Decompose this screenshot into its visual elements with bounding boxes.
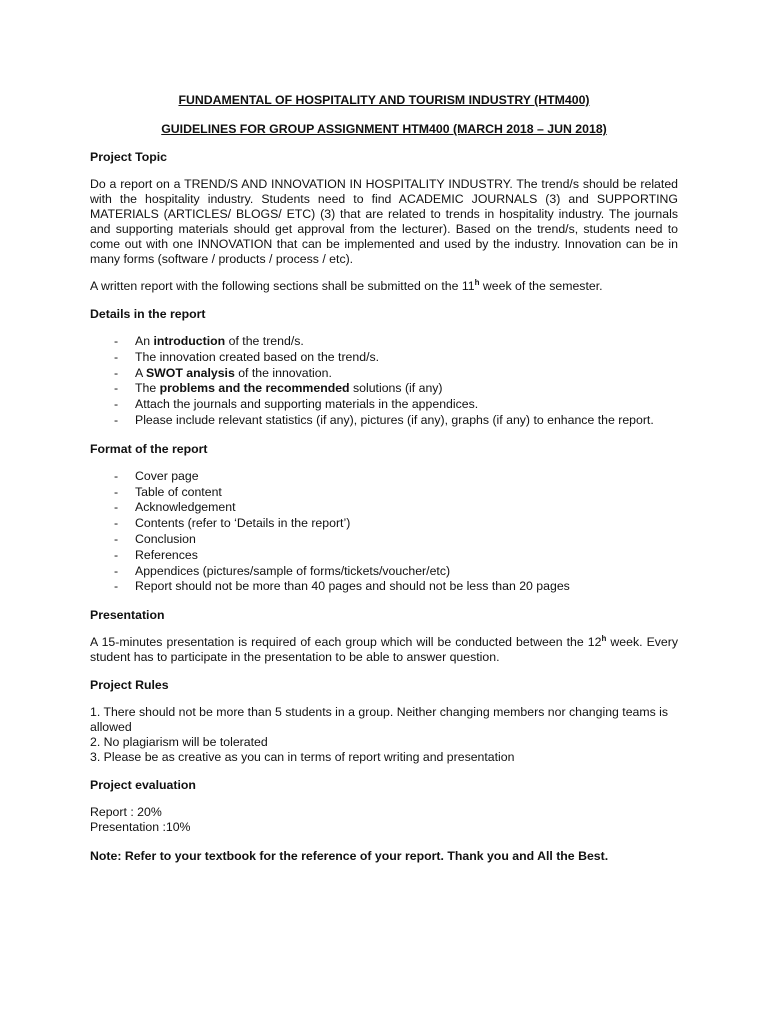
- presentation-text-end: week. Every student has to participate in the presentation to be able to answer question.: [90, 635, 679, 665]
- details-item: [90, 334, 678, 350]
- submission-superscript: h: [474, 278, 480, 287]
- details-item: [90, 397, 678, 413]
- details-item-text: A: [135, 365, 146, 380]
- evaluation-heading: Project evaluation: [90, 778, 196, 793]
- submission-text-end: week of the semester.: [479, 279, 603, 293]
- project-topic-body: Do a report on a TREND/S AND INNOVATION IN HOSPITALITY INDUSTRY. The trend/s should be related with the hospitality industry. Students need to find ACADEMIC JOURNALS (3) and SUPPORTING MATERIALS (ARTICLES/ BLOGS/ ETC) (3) that are related to trends in hospitality industry. The journals and supporting materials should get approval from the lecturer). Based on the trend/s, students need to come out with one INNOVATION that can be implemented and used by the industry. Innovation can be in many forms (software / products / process / etc).: [90, 177, 678, 266]
- format-item: - Report should not be more than 40 pages and should not be less than 20 pages: [90, 579, 678, 595]
- details-item-text: An: [135, 334, 154, 348]
- rule-item: 3. Please be as creative as you can in terms of report writing and presentation: [90, 750, 515, 765]
- submission-paragraph: [90, 279, 678, 294]
- details-item-bold: SWOT analysis: [145, 365, 235, 380]
- document-title: FUNDAMENTAL OF HOSPITALITY AND TOURISM INDUSTRY (HTM400): [178, 93, 590, 107]
- details-item: [90, 413, 678, 429]
- details-item-bold: problems and the recommended: [159, 381, 350, 396]
- details-item: [90, 366, 678, 382]
- format-item: - References: [90, 548, 678, 564]
- rules-heading: Project Rules: [90, 678, 169, 693]
- format-heading: Format of the report: [90, 441, 208, 456]
- format-item: - Conclusion: [90, 532, 678, 548]
- details-item-text: Please include relevant statistics (if any), pictures (if any), graphs (if any) to enhance the report.: [135, 412, 654, 427]
- rule-item: 1. There should not be more than 5 students in a group. Neither changing members nor changing teams is allowed: [90, 705, 669, 735]
- evaluation-block: [90, 805, 678, 835]
- project-topic-heading: Project Topic: [90, 150, 167, 164]
- details-item-text: The innovation created based on the trend/s.: [135, 349, 380, 364]
- format-item: - Contents (refer to ‘Details in the report’): [90, 516, 678, 532]
- evaluation-presentation: Presentation :10%: [90, 820, 191, 835]
- closing-note: Note: Refer to your textbook for the reference of your report. Thank you and All the Best.: [90, 849, 609, 864]
- format-item: - Acknowledgement: [90, 500, 678, 516]
- format-item: - Cover page: [90, 469, 678, 485]
- details-item-text: The: [135, 381, 160, 396]
- format-item: - Table of content: [90, 485, 678, 501]
- details-item-text: of the trend/s.: [225, 334, 304, 348]
- details-heading: Details in the report: [90, 307, 206, 321]
- presentation-paragraph: [90, 635, 678, 665]
- presentation-superscript: h: [601, 634, 607, 644]
- evaluation-report: Report : 20%: [90, 805, 162, 820]
- details-list: [90, 334, 678, 429]
- details-item-text: Attach the journals and supporting materials in the appendices.: [135, 397, 479, 412]
- presentation-heading: Presentation: [90, 608, 165, 623]
- details-item: [90, 350, 678, 366]
- details-item: [90, 381, 678, 397]
- details-item-bold: introduction: [153, 334, 226, 348]
- format-list: [90, 469, 678, 595]
- details-item-text: of the innovation.: [234, 365, 332, 380]
- rules-block: [90, 705, 678, 765]
- presentation-text-start: A 15-minutes presentation is required of each group which will be conducted between the 12: [90, 635, 602, 650]
- document-subtitle: GUIDELINES FOR GROUP ASSIGNMENT HTM400 (MARCH 2018 – JUN 2018): [161, 122, 607, 136]
- submission-text-start: A written report with the following sections shall be submitted on the 11: [90, 279, 475, 293]
- rule-item: 2. No plagiarism will be tolerated: [90, 735, 268, 750]
- format-item: - Appendices (pictures/sample of forms/tickets/voucher/etc): [90, 564, 678, 580]
- details-item-text: solutions (if any): [349, 381, 443, 396]
